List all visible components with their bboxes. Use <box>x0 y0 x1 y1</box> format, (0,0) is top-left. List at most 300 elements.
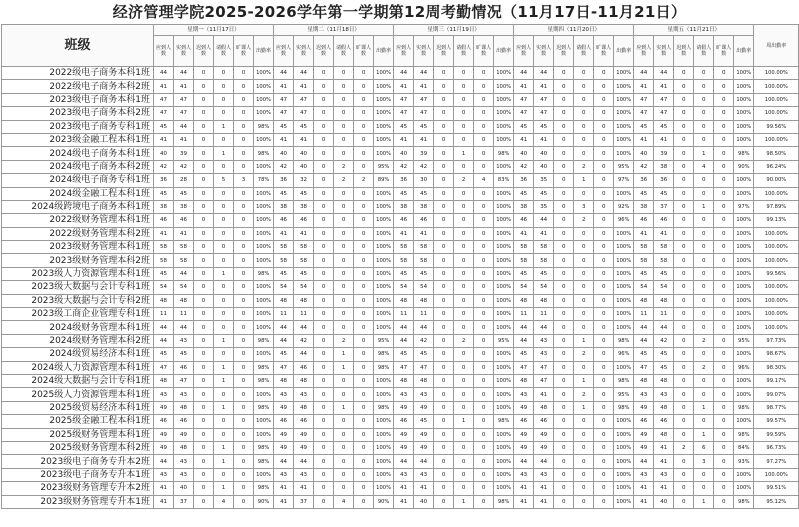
count-cell: 39 <box>174 147 194 160</box>
count-cell: 0 <box>574 441 594 454</box>
count-cell: 0 <box>354 334 374 347</box>
weekly-rate-cell: 100.00% <box>754 93 799 106</box>
count-cell: 47 <box>634 93 654 106</box>
count-cell: 42 <box>634 160 654 173</box>
count-cell: 0 <box>354 281 374 294</box>
count-cell: 41 <box>154 482 174 495</box>
count-cell: 3 <box>694 455 714 468</box>
count-cell: 42 <box>394 160 414 173</box>
count-cell: 0 <box>314 388 334 401</box>
count-cell: 0 <box>334 133 354 146</box>
table-row <box>2 401 799 414</box>
class-name-cell: 2023级电子商务本科1班 <box>2 93 154 106</box>
count-cell: 0 <box>714 80 734 93</box>
daily-rate-cell: 98% <box>254 482 274 495</box>
count-cell: 0 <box>574 281 594 294</box>
daily-rate-cell: 100% <box>614 294 634 307</box>
daily-rate-cell: 100% <box>494 348 514 361</box>
count-cell: 47 <box>414 107 434 120</box>
count-cell: 0 <box>554 428 574 441</box>
count-cell: 0 <box>554 200 574 213</box>
daily-rate-cell: 100% <box>734 93 754 106</box>
count-cell: 45 <box>154 120 174 133</box>
daily-rate-cell: 100% <box>374 80 394 93</box>
count-cell: 0 <box>234 334 254 347</box>
count-cell: 0 <box>454 401 474 414</box>
count-cell: 0 <box>674 321 694 334</box>
count-cell: 0 <box>694 107 714 120</box>
count-cell: 0 <box>314 468 334 481</box>
count-cell: 44 <box>154 334 174 347</box>
count-cell: 0 <box>314 147 334 160</box>
count-cell: 0 <box>354 321 374 334</box>
weekly-rate-cell: 97.27% <box>754 455 799 468</box>
count-cell: 48 <box>294 294 314 307</box>
count-cell: 0 <box>194 294 214 307</box>
daily-rate-cell: 100% <box>254 294 274 307</box>
count-cell: 0 <box>594 308 614 321</box>
count-cell: 0 <box>334 147 354 160</box>
count-cell: 2 <box>574 348 594 361</box>
count-cell: 0 <box>454 107 474 120</box>
daily-rate-cell: 100% <box>254 107 274 120</box>
count-cell: 0 <box>454 388 474 401</box>
count-cell: 43 <box>154 388 174 401</box>
count-cell: 0 <box>214 241 234 254</box>
count-cell: 0 <box>574 133 594 146</box>
count-cell: 58 <box>294 254 314 267</box>
daily-rate-cell: 100% <box>614 80 634 93</box>
daily-rate-cell: 100% <box>494 455 514 468</box>
count-cell: 41 <box>274 80 294 93</box>
count-cell: 49 <box>294 441 314 454</box>
count-cell: 38 <box>654 160 674 173</box>
count-cell: 0 <box>454 227 474 240</box>
count-cell: 0 <box>234 441 254 454</box>
daily-rate-cell: 100% <box>734 174 754 187</box>
class-name-cell: 2022级财务管理本科2班 <box>2 227 154 240</box>
table-body <box>2 67 799 509</box>
count-cell: 41 <box>534 133 554 146</box>
count-cell: 41 <box>274 133 294 146</box>
count-cell: 0 <box>694 80 714 93</box>
count-cell: 48 <box>394 294 414 307</box>
count-cell: 0 <box>194 348 214 361</box>
count-cell: 45 <box>294 120 314 133</box>
count-cell: 0 <box>434 428 454 441</box>
count-cell: 46 <box>654 214 674 227</box>
count-cell: 41 <box>414 482 434 495</box>
count-cell: 0 <box>354 133 374 146</box>
count-cell: 49 <box>514 428 534 441</box>
count-cell: 0 <box>234 482 254 495</box>
daily-rate-cell: 98% <box>254 147 274 160</box>
sub-col-header: 出勤率 <box>254 36 274 67</box>
count-cell: 47 <box>274 361 294 374</box>
count-cell: 0 <box>714 401 734 414</box>
count-cell: 0 <box>434 361 454 374</box>
table-row <box>2 348 799 361</box>
count-cell: 45 <box>654 348 674 361</box>
count-cell: 1 <box>334 401 354 414</box>
count-cell: 44 <box>634 455 654 468</box>
day-header-fri: 星期五（11月21日） <box>634 25 754 36</box>
count-cell: 0 <box>554 495 574 508</box>
class-name-cell: 2023级电子商务专科1班 <box>2 120 154 133</box>
weekly-rate-header: 周出勤率 <box>754 25 799 67</box>
count-cell: 40 <box>294 147 314 160</box>
daily-rate-cell: 98% <box>374 401 394 414</box>
count-cell: 0 <box>674 267 694 280</box>
count-cell: 58 <box>414 241 434 254</box>
count-cell: 0 <box>714 294 734 307</box>
daily-rate-cell: 100% <box>734 482 754 495</box>
count-cell: 0 <box>594 428 614 441</box>
table-row <box>2 468 799 481</box>
count-cell: 0 <box>454 455 474 468</box>
count-cell: 0 <box>574 107 594 120</box>
count-cell: 4 <box>694 160 714 173</box>
sub-col-header: 出勤率 <box>494 36 514 67</box>
count-cell: 46 <box>174 361 194 374</box>
class-name-cell: 2022级电子商务本科2班 <box>2 80 154 93</box>
count-cell: 1 <box>454 415 474 428</box>
count-cell: 0 <box>234 455 254 468</box>
daily-rate-cell: 100% <box>374 227 394 240</box>
count-cell: 0 <box>314 334 334 347</box>
count-cell: 0 <box>234 415 254 428</box>
count-cell: 0 <box>354 361 374 374</box>
sub-col-header: 出勤率 <box>734 36 754 67</box>
table-row <box>2 93 799 106</box>
count-cell: 0 <box>554 80 574 93</box>
count-cell: 45 <box>654 120 674 133</box>
table-row <box>2 227 799 240</box>
count-cell: 0 <box>454 348 474 361</box>
count-cell: 45 <box>414 348 434 361</box>
daily-rate-cell: 100% <box>254 214 274 227</box>
count-cell: 0 <box>314 294 334 307</box>
count-cell: 0 <box>234 401 254 414</box>
count-cell: 49 <box>154 428 174 441</box>
daily-rate-cell: 100% <box>374 67 394 80</box>
count-cell: 0 <box>194 415 214 428</box>
count-cell: 0 <box>594 93 614 106</box>
count-cell: 1 <box>214 361 234 374</box>
class-name-cell: 2023级工商企业管理专科1班 <box>2 308 154 321</box>
count-cell: 0 <box>574 267 594 280</box>
count-cell: 46 <box>514 415 534 428</box>
count-cell: 48 <box>654 294 674 307</box>
count-cell: 0 <box>714 321 734 334</box>
count-cell: 36 <box>654 174 674 187</box>
count-cell: 0 <box>714 187 734 200</box>
count-cell: 0 <box>354 120 374 133</box>
daily-rate-cell: 100% <box>614 187 634 200</box>
daily-rate-cell: 100% <box>374 308 394 321</box>
daily-rate-cell: 100% <box>494 187 514 200</box>
count-cell: 0 <box>194 214 214 227</box>
weekly-rate-cell: 98.77% <box>754 401 799 414</box>
daily-rate-cell: 100% <box>494 241 514 254</box>
daily-rate-cell: 100% <box>734 187 754 200</box>
count-cell: 58 <box>414 254 434 267</box>
count-cell: 0 <box>214 321 234 334</box>
count-cell: 38 <box>174 200 194 213</box>
count-cell: 0 <box>574 120 594 133</box>
count-cell: 0 <box>434 348 454 361</box>
count-cell: 0 <box>354 200 374 213</box>
count-cell: 0 <box>554 468 574 481</box>
daily-rate-cell: 100% <box>614 267 634 280</box>
sub-col-header: 迟到人数 <box>434 36 454 67</box>
count-cell: 0 <box>334 67 354 80</box>
count-cell: 46 <box>634 214 654 227</box>
count-cell: 49 <box>394 401 414 414</box>
count-cell: 0 <box>194 441 214 454</box>
count-cell: 0 <box>434 388 454 401</box>
sub-col-header: 应到人数 <box>514 36 534 67</box>
count-cell: 0 <box>194 321 214 334</box>
count-cell: 0 <box>674 120 694 133</box>
count-cell: 45 <box>514 267 534 280</box>
count-cell: 40 <box>414 495 434 508</box>
daily-rate-cell: 96% <box>614 348 634 361</box>
count-cell: 48 <box>534 401 554 414</box>
count-cell: 0 <box>214 200 234 213</box>
table-row <box>2 361 799 374</box>
count-cell: 44 <box>514 67 534 80</box>
count-cell: 36 <box>154 174 174 187</box>
daily-rate-cell: 100% <box>374 120 394 133</box>
count-cell: 48 <box>274 374 294 387</box>
count-cell: 0 <box>434 200 454 213</box>
count-cell: 40 <box>174 482 194 495</box>
weekly-rate-cell: 100.00% <box>754 133 799 146</box>
daily-rate-cell: 100% <box>614 482 634 495</box>
daily-rate-cell: 100% <box>254 200 274 213</box>
count-cell: 43 <box>534 468 554 481</box>
count-cell: 41 <box>654 455 674 468</box>
count-cell: 44 <box>294 348 314 361</box>
count-cell: 0 <box>314 401 334 414</box>
count-cell: 0 <box>334 321 354 334</box>
count-cell: 36 <box>274 174 294 187</box>
count-cell: 41 <box>294 227 314 240</box>
count-cell: 0 <box>354 308 374 321</box>
class-name-cell: 2023级财务管理专升本1班 <box>2 495 154 508</box>
count-cell: 0 <box>554 133 574 146</box>
count-cell: 47 <box>654 107 674 120</box>
daily-rate-cell: 100% <box>254 241 274 254</box>
count-cell: 43 <box>654 468 674 481</box>
count-cell: 49 <box>154 441 174 454</box>
daily-rate-cell: 98% <box>254 120 274 133</box>
count-cell: 43 <box>174 455 194 468</box>
count-cell: 0 <box>594 321 614 334</box>
count-cell: 0 <box>314 281 334 294</box>
daily-rate-cell: 100% <box>254 80 274 93</box>
count-cell: 0 <box>314 495 334 508</box>
count-cell: 2 <box>454 174 474 187</box>
count-cell: 0 <box>554 267 574 280</box>
table-row <box>2 241 799 254</box>
count-cell: 0 <box>234 80 254 93</box>
count-cell: 44 <box>174 120 194 133</box>
count-cell: 0 <box>594 495 614 508</box>
count-cell: 49 <box>274 428 294 441</box>
count-cell: 0 <box>454 294 474 307</box>
count-cell: 0 <box>694 294 714 307</box>
daily-rate-cell: 100% <box>254 308 274 321</box>
count-cell: 47 <box>514 361 534 374</box>
count-cell: 0 <box>694 468 714 481</box>
count-cell: 44 <box>514 334 534 347</box>
count-cell: 58 <box>634 254 654 267</box>
count-cell: 43 <box>534 348 554 361</box>
count-cell: 1 <box>214 401 234 414</box>
count-cell: 0 <box>234 107 254 120</box>
count-cell: 44 <box>634 334 654 347</box>
count-cell: 38 <box>154 200 174 213</box>
count-cell: 44 <box>414 321 434 334</box>
count-cell: 37 <box>294 495 314 508</box>
count-cell: 40 <box>634 147 654 160</box>
count-cell: 32 <box>294 174 314 187</box>
count-cell: 45 <box>514 187 534 200</box>
count-cell: 41 <box>534 80 554 93</box>
daily-rate-cell: 100% <box>494 200 514 213</box>
daily-rate-cell: 100% <box>734 415 754 428</box>
count-cell: 0 <box>334 200 354 213</box>
count-cell: 41 <box>634 133 654 146</box>
count-cell: 0 <box>194 147 214 160</box>
count-cell: 45 <box>274 348 294 361</box>
count-cell: 0 <box>714 227 734 240</box>
count-cell: 0 <box>234 281 254 294</box>
count-cell: 0 <box>354 254 374 267</box>
count-cell: 0 <box>474 67 494 80</box>
daily-rate-cell: 100% <box>614 495 634 508</box>
daily-rate-cell: 95% <box>494 334 514 347</box>
count-cell: 45 <box>514 348 534 361</box>
count-cell: 45 <box>414 187 434 200</box>
count-cell: 0 <box>334 468 354 481</box>
count-cell: 0 <box>194 120 214 133</box>
sub-col-header: 实到人数 <box>534 36 554 67</box>
daily-rate-cell: 100% <box>734 281 754 294</box>
count-cell: 40 <box>654 495 674 508</box>
weekly-rate-cell: 100.00% <box>754 294 799 307</box>
count-cell: 46 <box>294 214 314 227</box>
daily-rate-cell: 100% <box>614 428 634 441</box>
count-cell: 0 <box>674 482 694 495</box>
count-cell: 49 <box>174 428 194 441</box>
count-cell: 0 <box>714 133 734 146</box>
daily-rate-cell: 100% <box>374 187 394 200</box>
count-cell: 42 <box>174 160 194 173</box>
count-cell: 0 <box>474 147 494 160</box>
count-cell: 0 <box>194 401 214 414</box>
count-cell: 1 <box>454 147 474 160</box>
count-cell: 43 <box>274 468 294 481</box>
count-cell: 0 <box>194 267 214 280</box>
count-cell: 58 <box>394 241 414 254</box>
class-name-cell: 2023级大数据与会计专科1班 <box>2 281 154 294</box>
count-cell: 0 <box>314 428 334 441</box>
count-cell: 1 <box>214 267 234 280</box>
count-cell: 0 <box>714 200 734 213</box>
count-cell: 41 <box>634 495 654 508</box>
count-cell: 37 <box>174 495 194 508</box>
count-cell: 58 <box>514 241 534 254</box>
daily-rate-cell: 100% <box>494 294 514 307</box>
daily-rate-cell: 100% <box>494 254 514 267</box>
count-cell: 0 <box>474 254 494 267</box>
count-cell: 38 <box>274 200 294 213</box>
daily-rate-cell: 100% <box>494 468 514 481</box>
count-cell: 54 <box>534 281 554 294</box>
daily-rate-cell: 100% <box>614 147 634 160</box>
count-cell: 44 <box>154 455 174 468</box>
count-cell: 54 <box>514 281 534 294</box>
count-cell: 0 <box>594 294 614 307</box>
count-cell: 0 <box>674 160 694 173</box>
count-cell: 41 <box>514 495 534 508</box>
count-cell: 0 <box>454 428 474 441</box>
count-cell: 0 <box>474 374 494 387</box>
count-cell: 0 <box>214 187 234 200</box>
daily-rate-cell: 100% <box>614 361 634 374</box>
count-cell: 0 <box>454 241 474 254</box>
count-cell: 58 <box>654 254 674 267</box>
count-cell: 0 <box>194 428 214 441</box>
count-cell: 1 <box>694 147 714 160</box>
sub-col-header: 旷课人数 <box>714 36 734 67</box>
count-cell: 0 <box>454 160 474 173</box>
count-cell: 46 <box>274 415 294 428</box>
table-row <box>2 374 799 387</box>
count-cell: 0 <box>454 374 474 387</box>
daily-rate-cell: 100% <box>494 482 514 495</box>
count-cell: 47 <box>534 93 554 106</box>
count-cell: 44 <box>274 334 294 347</box>
weekly-rate-cell: 99.51% <box>754 482 799 495</box>
daily-rate-cell: 100% <box>734 321 754 334</box>
count-cell: 0 <box>474 93 494 106</box>
daily-rate-cell: 98% <box>734 428 754 441</box>
count-cell: 0 <box>674 415 694 428</box>
count-cell: 46 <box>534 415 554 428</box>
daily-rate-cell: 100% <box>734 80 754 93</box>
daily-rate-cell: 100% <box>254 227 274 240</box>
count-cell: 0 <box>594 200 614 213</box>
count-cell: 0 <box>214 214 234 227</box>
count-cell: 0 <box>674 174 694 187</box>
count-cell: 43 <box>634 388 654 401</box>
count-cell: 42 <box>274 160 294 173</box>
daily-rate-cell: 97% <box>614 174 634 187</box>
daily-rate-cell: 100% <box>614 120 634 133</box>
count-cell: 0 <box>674 241 694 254</box>
count-cell: 0 <box>574 294 594 307</box>
count-cell: 43 <box>174 388 194 401</box>
count-cell: 43 <box>414 388 434 401</box>
count-cell: 0 <box>214 160 234 173</box>
count-cell: 47 <box>414 93 434 106</box>
count-cell: 40 <box>274 147 294 160</box>
daily-rate-cell: 98% <box>254 455 274 468</box>
